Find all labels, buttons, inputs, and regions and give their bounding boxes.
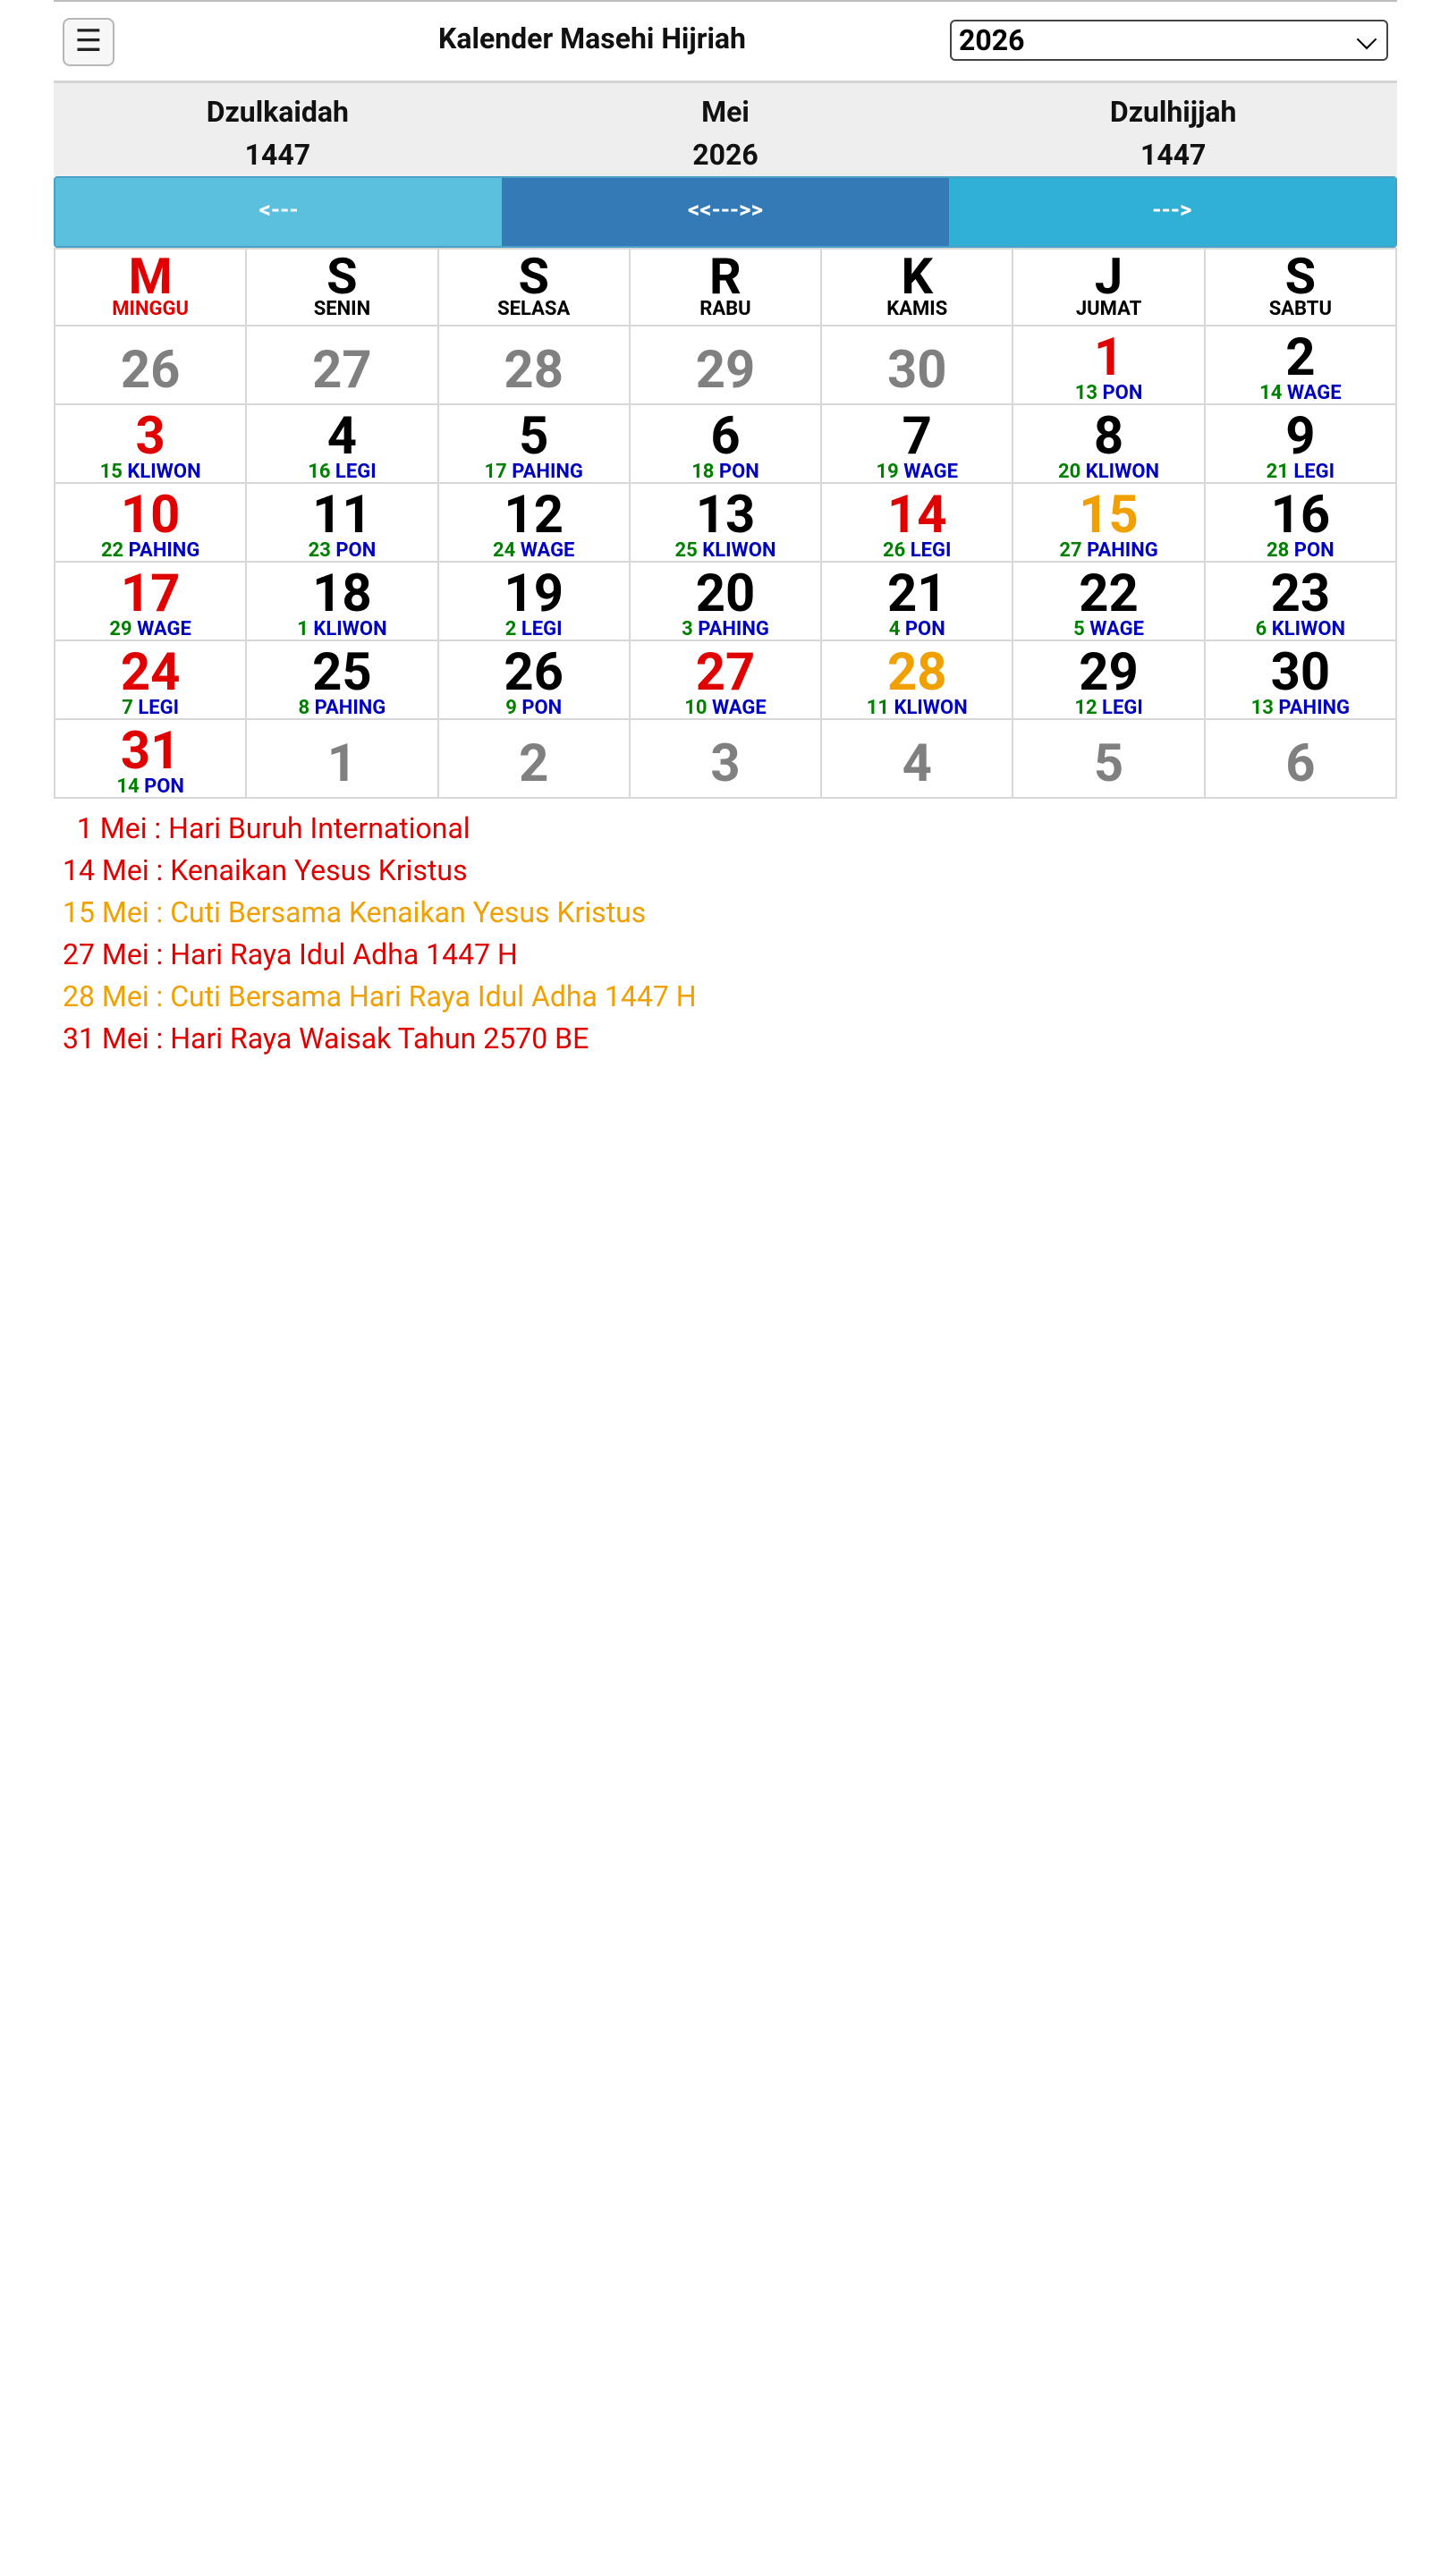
hijri-day: 5 — [1073, 618, 1085, 640]
hijri-day: 23 — [308, 539, 331, 562]
pasaran-day: PAHING — [1087, 539, 1158, 562]
hijri-day: 2 — [504, 618, 517, 640]
weekday-letter: K — [901, 247, 934, 306]
pasaran-day: WAGE — [903, 461, 958, 483]
day-detail — [439, 462, 629, 482]
day-detail — [822, 462, 1012, 482]
day-number: 30 — [1270, 642, 1331, 703]
pasaran-day: PON — [1102, 382, 1143, 404]
weekday-letter: S — [518, 247, 549, 306]
day-detail — [1013, 384, 1203, 403]
year-select[interactable] — [950, 20, 1388, 61]
day-cell-other-month[interactable] — [821, 719, 1013, 798]
day-number: 25 — [312, 642, 372, 703]
pasaran-day: KLIWON — [1085, 461, 1160, 483]
prev-month-button[interactable]: <--- — [55, 178, 502, 246]
week-row — [55, 719, 1396, 798]
day-number: 3 — [135, 406, 165, 467]
pasaran-day: PAHING — [512, 461, 583, 483]
day-detail — [247, 541, 436, 561]
day-detail — [247, 620, 436, 640]
day-cell[interactable] — [246, 483, 437, 562]
day-number: 28 — [886, 642, 947, 703]
day-detail — [1206, 384, 1395, 403]
day-cell-other-month[interactable] — [821, 326, 1013, 404]
weekday-header — [1205, 249, 1396, 326]
weekday-header — [1013, 249, 1204, 326]
day-number: 26 — [120, 340, 181, 401]
day-detail — [55, 462, 245, 482]
day-cell-other-month[interactable] — [630, 326, 821, 404]
day-detail — [55, 777, 245, 797]
day-detail — [247, 699, 436, 718]
day-cell[interactable] — [821, 640, 1013, 719]
day-number: 6 — [1285, 733, 1316, 794]
hijri-month-prev — [54, 83, 502, 176]
day-detail — [1013, 462, 1203, 482]
day-detail — [55, 541, 245, 561]
hijri-day: 7 — [122, 697, 133, 719]
day-cell[interactable] — [1013, 483, 1204, 562]
day-cell[interactable] — [55, 640, 246, 719]
weekday-header — [246, 249, 437, 326]
weekday-letter: R — [709, 247, 741, 306]
pasaran-day: KLIWON — [313, 618, 387, 640]
day-number: 18 — [312, 564, 372, 624]
hijri-day: 18 — [691, 461, 715, 483]
weekday-header — [438, 249, 630, 326]
day-cell[interactable] — [630, 562, 821, 640]
hijri-day: 14 — [116, 775, 140, 798]
day-number: 27 — [312, 340, 372, 401]
day-number: 19 — [504, 564, 564, 624]
day-number: 24 — [120, 642, 181, 703]
weekday-name: MINGGU — [112, 298, 189, 320]
holiday-item: 1 Mei : Hari Buruh International — [63, 811, 470, 845]
pasaran-day: PON — [335, 539, 377, 562]
weekday-header — [821, 249, 1013, 326]
pasaran-day: PON — [718, 461, 759, 483]
weekday-header — [630, 249, 821, 326]
day-number: 30 — [886, 340, 947, 401]
hijri-day: 1 — [297, 618, 309, 640]
weekday-header — [55, 249, 246, 326]
day-cell[interactable] — [438, 483, 630, 562]
pasaran-day: PON — [144, 775, 184, 798]
holiday-list — [54, 799, 1397, 1060]
pasaran-day: PAHING — [698, 618, 769, 640]
day-cell[interactable] — [821, 562, 1013, 640]
hijri-day: 8 — [298, 697, 310, 719]
hijri-day: 6 — [1255, 618, 1267, 640]
day-cell[interactable] — [1013, 640, 1204, 719]
day-cell[interactable] — [1013, 404, 1204, 483]
hijri-day: 13 — [1250, 697, 1274, 719]
day-number: 16 — [1270, 485, 1331, 546]
day-number: 2 — [519, 733, 549, 794]
day-cell[interactable] — [1205, 326, 1396, 404]
day-detail — [1206, 620, 1395, 640]
day-number: 3 — [710, 733, 741, 794]
day-number: 20 — [695, 564, 756, 624]
day-number: 22 — [1079, 564, 1139, 624]
day-cell[interactable] — [55, 719, 246, 798]
day-number: 10 — [120, 485, 181, 546]
day-detail — [439, 541, 629, 561]
holiday-item: 15 Mei : Cuti Bersama Kenaikan Yesus Kristus — [63, 895, 647, 929]
page-title: Kalender Masehi Hijriah — [438, 21, 746, 55]
day-cell[interactable] — [246, 404, 437, 483]
day-cell-other-month[interactable] — [1205, 719, 1396, 798]
weekday-name: RABU — [699, 298, 751, 320]
day-number: 15 — [1079, 485, 1139, 546]
hijri-month-prev-name: Dzulkaidah — [206, 95, 349, 129]
hijri-day: 4 — [888, 618, 901, 640]
hijri-day: 28 — [1267, 539, 1290, 562]
day-number: 14 — [886, 485, 947, 546]
day-cell-other-month[interactable] — [1013, 719, 1204, 798]
day-cell[interactable] — [55, 404, 246, 483]
gregorian-month-year: 2026 — [692, 138, 758, 172]
day-detail — [55, 699, 245, 718]
day-cell[interactable] — [55, 483, 246, 562]
year-select-value: 2026 — [959, 23, 1025, 57]
day-detail — [1013, 541, 1203, 561]
weekday-name: SENIN — [313, 298, 371, 320]
day-number: 27 — [695, 642, 756, 703]
holiday-item: 28 Mei : Cuti Bersama Hari Raya Idul Adha 1447 H — [63, 979, 697, 1013]
hijri-day: 12 — [1074, 697, 1097, 719]
day-number: 1 — [1093, 327, 1124, 388]
hijri-day: 15 — [99, 461, 123, 483]
weekday-header-row — [55, 249, 1396, 326]
top-bar — [54, 0, 1397, 83]
pasaran-day: LEGI — [910, 539, 952, 562]
pasaran-day: LEGI — [335, 461, 377, 483]
day-number: 12 — [504, 485, 564, 546]
weekday-name: KAMIS — [886, 298, 948, 320]
pasaran-day: KLIWON — [1271, 618, 1346, 640]
day-cell[interactable] — [630, 483, 821, 562]
hijri-day: 11 — [866, 697, 890, 719]
day-number: 4 — [902, 733, 932, 794]
month-header — [54, 83, 1397, 176]
day-detail — [1206, 699, 1395, 718]
day-number: 7 — [902, 406, 932, 467]
pasaran-day: PON — [1293, 539, 1335, 562]
day-number: 5 — [1093, 733, 1124, 794]
gregorian-month-name: Mei — [701, 95, 750, 129]
hijri-day: 25 — [674, 539, 698, 562]
weekday-letter: M — [128, 247, 173, 306]
pasaran-day: LEGI — [138, 697, 180, 719]
day-cell[interactable] — [438, 640, 630, 719]
day-cell[interactable] — [246, 640, 437, 719]
pasaran-day: WAGE — [1286, 382, 1342, 404]
calendar-grid — [54, 248, 1397, 799]
day-cell[interactable] — [1205, 404, 1396, 483]
weekday-letter: S — [1284, 247, 1317, 306]
hijri-day: 14 — [1259, 382, 1283, 404]
day-number: 23 — [1270, 564, 1331, 624]
pasaran-day: WAGE — [1089, 618, 1144, 640]
day-detail — [822, 699, 1012, 718]
current-month-button[interactable]: <<--->> — [502, 178, 948, 246]
hijri-day: 26 — [883, 539, 906, 562]
day-number: 6 — [710, 406, 741, 467]
hijri-day: 9 — [505, 697, 517, 719]
day-cell[interactable] — [438, 404, 630, 483]
pasaran-day: PON — [521, 697, 563, 719]
pasaran-day: LEGI — [521, 618, 563, 640]
day-detail — [822, 541, 1012, 561]
day-number: 29 — [695, 340, 756, 401]
hijri-day: 10 — [684, 697, 708, 719]
day-cell[interactable] — [821, 404, 1013, 483]
hijri-day: 29 — [109, 618, 132, 640]
day-cell-other-month[interactable] — [438, 719, 630, 798]
week-row — [55, 404, 1396, 483]
day-cell-other-month[interactable] — [630, 719, 821, 798]
day-number: 5 — [519, 406, 549, 467]
day-cell[interactable] — [821, 483, 1013, 562]
day-number: 29 — [1079, 642, 1139, 703]
day-cell-other-month[interactable] — [246, 326, 437, 404]
hijri-day: 13 — [1074, 382, 1097, 404]
day-detail — [631, 541, 820, 561]
chevron-down-icon — [1357, 30, 1377, 50]
hijri-month-next-name: Dzulhijjah — [1109, 95, 1237, 129]
day-number: 2 — [1285, 327, 1316, 388]
day-cell-other-month[interactable] — [246, 719, 437, 798]
hijri-day: 24 — [492, 539, 516, 562]
week-row — [55, 483, 1396, 562]
pasaran-day: PAHING — [314, 697, 386, 719]
hijri-day: 3 — [682, 618, 693, 640]
weekday-letter: J — [1094, 247, 1123, 306]
day-detail — [631, 699, 820, 718]
day-detail — [247, 462, 436, 482]
day-number: 8 — [1093, 406, 1124, 467]
month-navigation — [54, 176, 1397, 248]
pasaran-day: KLIWON — [127, 461, 201, 483]
day-number: 1 — [326, 733, 358, 794]
menu-icon[interactable]: ☰ — [63, 18, 114, 66]
gregorian-month — [502, 83, 950, 176]
hijri-month-prev-year: 1447 — [244, 138, 311, 172]
day-cell[interactable] — [1013, 326, 1204, 404]
hijri-day: 21 — [1266, 461, 1289, 483]
day-detail — [1206, 462, 1395, 482]
weekday-name: SABTU — [1268, 298, 1332, 320]
hijri-day: 16 — [308, 461, 331, 483]
holiday-item: 27 Mei : Hari Raya Idul Adha 1447 H — [63, 937, 518, 971]
day-detail — [1206, 541, 1395, 561]
day-detail — [1013, 620, 1203, 640]
day-cell[interactable] — [1013, 562, 1204, 640]
day-number: 9 — [1285, 406, 1316, 467]
day-cell[interactable] — [630, 404, 821, 483]
day-cell[interactable] — [630, 640, 821, 719]
day-number: 4 — [326, 406, 358, 467]
pasaran-day: WAGE — [711, 697, 767, 719]
hijri-month-next-year: 1447 — [1140, 138, 1207, 172]
pasaran-day: PON — [904, 618, 945, 640]
day-cell[interactable] — [1205, 640, 1396, 719]
week-row — [55, 640, 1396, 719]
day-cell-other-month[interactable] — [55, 326, 246, 404]
weekday-name: SELASA — [497, 298, 571, 320]
day-number: 21 — [886, 564, 947, 624]
day-number: 11 — [312, 485, 372, 546]
day-number: 31 — [120, 721, 181, 782]
week-row — [55, 326, 1396, 404]
pasaran-day: LEGI — [1293, 461, 1335, 483]
day-number: 26 — [504, 642, 564, 703]
day-cell[interactable] — [1205, 562, 1396, 640]
hijri-day: 20 — [1058, 461, 1081, 483]
weekday-letter: S — [326, 247, 358, 306]
calendar-app — [54, 0, 1397, 1060]
hijri-day: 19 — [876, 461, 899, 483]
day-cell[interactable] — [438, 562, 630, 640]
hijri-month-next — [949, 83, 1397, 176]
pasaran-day: PAHING — [1278, 697, 1351, 719]
day-cell-other-month[interactable] — [438, 326, 630, 404]
pasaran-day: KLIWON — [894, 697, 968, 719]
week-row — [55, 562, 1396, 640]
pasaran-day: KLIWON — [702, 539, 776, 562]
day-detail — [439, 620, 629, 640]
day-detail — [55, 620, 245, 640]
pasaran-day: LEGI — [1102, 697, 1143, 719]
day-cell[interactable] — [1205, 483, 1396, 562]
hijri-day: 27 — [1059, 539, 1082, 562]
day-detail — [439, 699, 629, 718]
day-detail — [631, 620, 820, 640]
hijri-day: 22 — [100, 539, 124, 562]
day-number: 13 — [695, 485, 756, 546]
pasaran-day: PAHING — [128, 539, 200, 562]
day-cell[interactable] — [246, 562, 437, 640]
day-detail — [822, 620, 1012, 640]
day-number: 17 — [120, 564, 181, 624]
pasaran-day: WAGE — [520, 539, 575, 562]
day-detail — [1013, 699, 1203, 718]
next-month-button[interactable]: ---> — [949, 178, 1395, 246]
hijri-day: 17 — [484, 461, 507, 483]
weekday-name: JUMAT — [1075, 298, 1142, 320]
holiday-item: 31 Mei : Hari Raya Waisak Tahun 2570 BE — [63, 1021, 589, 1055]
holiday-item: 14 Mei : Kenaikan Yesus Kristus — [63, 853, 468, 887]
day-cell[interactable] — [55, 562, 246, 640]
pasaran-day: WAGE — [137, 618, 191, 640]
day-number: 28 — [504, 340, 564, 401]
day-detail — [631, 462, 820, 482]
